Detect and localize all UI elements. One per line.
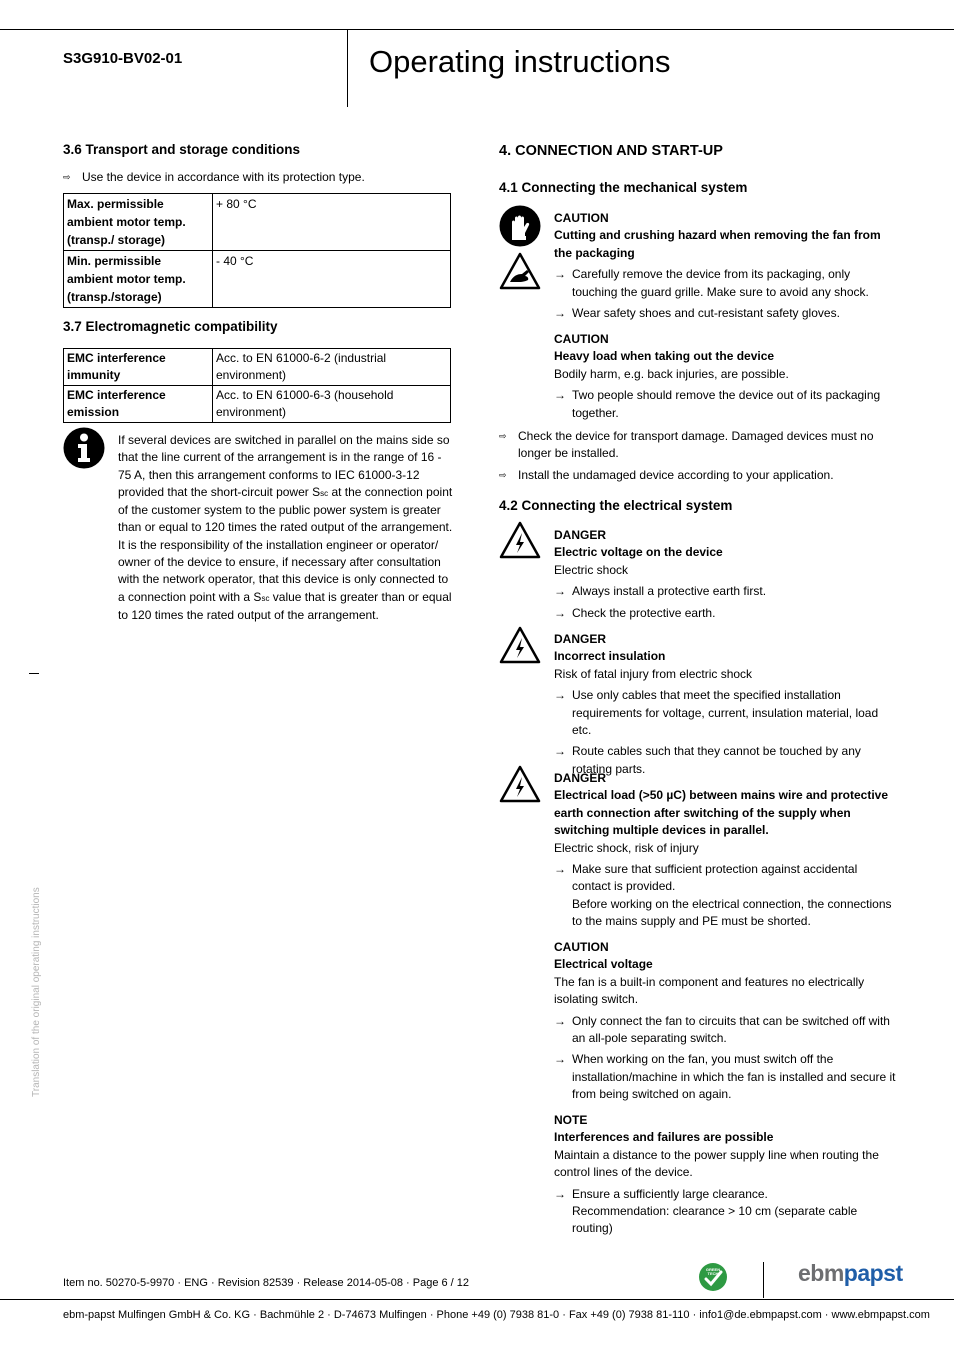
check-damage-bullet: ⇨ Check the device for transport damage. Damaged devices must no longer be installed. (499, 429, 874, 460)
section-3-7-heading: 3.7 Electromagnetic compatibility (63, 319, 278, 334)
section-3-6-heading: 3.6 Transport and storage conditions (63, 142, 301, 157)
install-bullet: ⇨ Install the undamaged device according to your application. (499, 468, 834, 482)
danger-insulation-block (554, 631, 899, 778)
footer-company: ebm-papst Mulfingen GmbH & Co. KG · Bachmühle 2 · D-74673 Mulfingen · Phone +49 (0) 7938 81-0 · Fax +49 (0) 7938 81-110 · info1@de.ebmpapst.com · www.ebmpapst.com (63, 1309, 930, 1321)
list-item: → Ensure a sufficiently large clearance. Recommendation: clearance > 10 cm (separate cable routing) (554, 1186, 858, 1236)
electric-hazard-icon (499, 765, 541, 803)
section-4-2-heading: 4.2 Connecting the electrical system (499, 498, 733, 513)
caution-label: CAUTION (554, 332, 609, 346)
logo-ebm: ebm (798, 1260, 844, 1286)
arrow-icon: → (554, 584, 566, 599)
arrow-icon: → (554, 1186, 566, 1201)
crushing-hazard-icon (499, 252, 541, 290)
logo-papst: papst (843, 1260, 903, 1286)
section-4-heading: 4. CONNECTION AND START-UP (499, 143, 723, 159)
table-row (64, 251, 451, 308)
caution-label: CAUTION (554, 940, 609, 954)
list-item: → Use only cables that meet the specified installation requirements for voltage, current, insulation material, load etc. (554, 688, 879, 738)
table-key: EMC interference immunity (64, 349, 213, 386)
danger-electrical-load-block (554, 770, 899, 931)
footer-logo-divider (763, 1262, 764, 1298)
arrow-icon: → (554, 1013, 566, 1028)
header-divider (347, 29, 348, 107)
table-value: Acc. to EN 61000-6-3 (household environment) (213, 386, 451, 423)
transport-storage-table (63, 193, 451, 308)
danger-label: DANGER (554, 632, 607, 646)
table-value: - 40 °C (213, 251, 451, 308)
header-top-rule (0, 29, 954, 30)
caution-desc: Bodily harm, e.g. back injuries, are possible. (554, 366, 789, 381)
list-item: → When working on the fan, you must switch off the installation/machine in which the fan is installed and secure it from being switched on again. (554, 1052, 896, 1102)
section-3-6-bullet: ⇨ Use the device in accordance with its protection type. (63, 170, 365, 184)
footer-rule (0, 1299, 954, 1300)
bullet-arrow-icon: ⇨ (499, 431, 507, 441)
list-item: → Always install a protective earth first. (554, 583, 899, 600)
note-title: Interferences and failures are possible (554, 1130, 774, 1145)
list-item: → Only connect the fan to circuits that can be switched off with an all-pole separating switch. (554, 1013, 890, 1046)
danger-title: Electric voltage on the device (554, 545, 723, 560)
table-row (64, 349, 451, 386)
table-row (64, 194, 451, 251)
danger-label: DANGER (554, 528, 607, 542)
emc-info-text: If several devices are switched in parallel on the mains side so that the line current of the arrangement is in the range of 16 - 75 A, then this arrangement conforms to IEC 61000-3-12 provided that the short-circuit power Ssc at the connection point of the customer system to the public power system is greater than or equal to 120 times the rated output of the arrangement. It is the responsibility of the installation engineer or operator/ owner of the device to ensure, if necessary after consultation with the network operator, that this device is only connected to a connection point with a Ssc value that is greater than or equal to 120 times the rated output of the arrangement. (118, 433, 453, 622)
info-icon (63, 427, 105, 469)
note-label: NOTE (554, 1113, 588, 1127)
caution-label: CAUTION (554, 211, 609, 225)
table-row (64, 386, 451, 423)
danger-desc: Electric shock (554, 562, 629, 577)
emc-table (63, 348, 451, 423)
table-key: Max. permissible ambient motor temp. (transp./ storage) (64, 194, 213, 251)
side-note: Translation of the original operating instructions (31, 887, 42, 1097)
note-interference-block (554, 1112, 899, 1238)
bullet-arrow-icon: ⇨ (63, 172, 71, 182)
list-item: → Route cables such that they cannot be touched by any rotating parts. (554, 744, 861, 776)
bullet-arrow-icon: ⇨ (499, 470, 507, 480)
green-tech-badge (698, 1262, 728, 1292)
ebmpapst-logo (798, 1260, 903, 1287)
danger-title: Incorrect insulation (554, 649, 666, 664)
list-item: → Wear safety shoes and cut-resistant safety gloves. (554, 305, 894, 322)
model-number: S3G910-BV02-01 (63, 50, 183, 67)
section-4-1-heading: 4.1 Connecting the mechanical system (499, 180, 748, 195)
table-key: EMC interference emission (64, 386, 213, 423)
arrow-icon: → (554, 388, 566, 403)
caution-desc: The fan is a built-in component and features no electrically isolating switch. (554, 974, 865, 1007)
caution-title: Electrical voltage (554, 957, 653, 972)
arrow-icon: → (554, 688, 566, 703)
caution-cutting-block (554, 210, 894, 322)
gloves-icon (499, 205, 541, 247)
list-item: → Make sure that sufficient protection against accidental contact is provided. Before working on the electrical connection, the connections to the mains supply and PE must be shorted. (554, 862, 892, 929)
danger-title: Electrical load (>50 µC) between mains wire and protective earth connection after switching of the supply when switching multiple devices in parallel. (554, 788, 889, 838)
danger-label: DANGER (554, 771, 607, 785)
list-item: → Two people should remove the device out of its packaging together. (554, 388, 881, 420)
list-item: → Check the protective earth. (554, 605, 899, 622)
danger-voltage-block (554, 527, 899, 622)
caution-electrical-voltage-block (554, 939, 899, 1104)
arrow-icon: → (554, 862, 566, 877)
arrow-icon: → (554, 744, 566, 759)
caution-title: Heavy load when taking out the device (554, 349, 775, 364)
footer-item-info: Item no. 50270-5-9970 · ENG · Revision 82539 · Release 2014-05-08 · Page 6 / 12 (63, 1277, 470, 1289)
page-title: Operating instructions (369, 44, 671, 79)
danger-desc: Risk of fatal injury from electric shock (554, 666, 753, 681)
table-value: + 80 °C (213, 194, 451, 251)
arrow-icon: → (554, 605, 566, 620)
table-value: Acc. to EN 61000-6-2 (industrial environment) (213, 349, 451, 386)
margin-mark (29, 673, 39, 674)
caution-heavy-block (554, 331, 894, 422)
note-desc: Maintain a distance to the power supply line when routing the control lines of the device. (554, 1147, 879, 1180)
list-item: → Carefully remove the device from its packaging, only touching the guard grille. Make sure to avoid any shock. (554, 267, 869, 299)
table-key: Min. permissible ambient motor temp. (transp./storage) (64, 251, 213, 308)
green-tech-label: GREEN TECH (705, 1267, 721, 1276)
electric-hazard-icon (499, 521, 541, 559)
arrow-icon: → (554, 1052, 566, 1067)
arrow-icon: → (554, 267, 566, 282)
danger-desc: Electric shock, risk of injury (554, 840, 699, 855)
caution-title: Cutting and crushing hazard when removing the fan from the packaging (554, 228, 881, 260)
arrow-icon: → (554, 306, 566, 321)
electric-hazard-icon (499, 626, 541, 664)
